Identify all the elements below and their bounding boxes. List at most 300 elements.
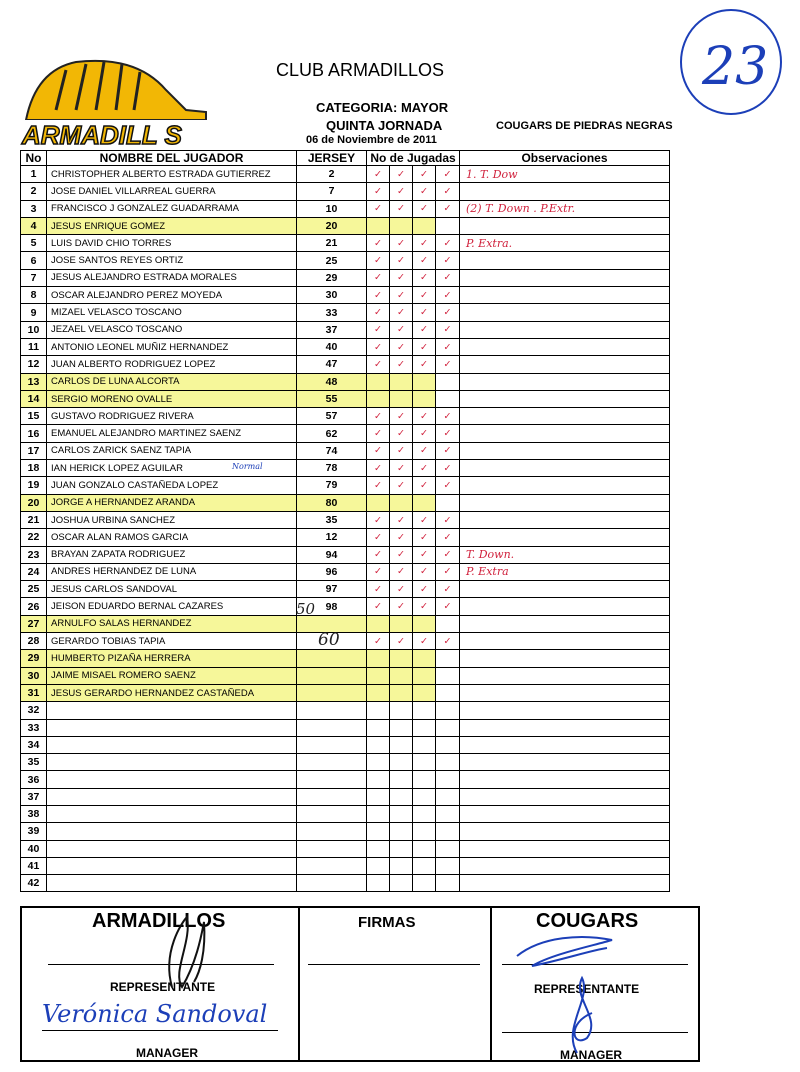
player-name: ANTONIO LEONEL MUÑIZ HERNANDEZ <box>47 338 297 355</box>
player-number: 25 <box>21 581 47 598</box>
play-check-cell: ✓ <box>390 183 413 200</box>
play-check-cell <box>436 217 460 234</box>
jersey-number: 79 <box>297 477 367 494</box>
play-check-cell <box>367 615 390 632</box>
play-check-cell <box>436 702 460 719</box>
header-name: NOMBRE DEL JUGADOR <box>47 151 297 166</box>
play-check-cell: ✓ <box>390 511 413 528</box>
player-number: 23 <box>21 546 47 563</box>
table-row <box>21 166 670 183</box>
jersey-number: 78 <box>297 460 367 477</box>
observation-cell <box>460 805 670 822</box>
armadillos-signature-column <box>22 908 300 1060</box>
play-check-cell: ✓ <box>436 166 460 183</box>
observation-cell <box>460 460 670 477</box>
play-check-cell <box>390 736 413 753</box>
observation-cell <box>460 269 670 286</box>
jersey-number: 40 <box>297 338 367 355</box>
jersey-number: 48 <box>297 373 367 390</box>
player-name: JORGE A HERNANDEZ ARANDA <box>47 494 297 511</box>
play-check-cell: ✓ <box>367 200 390 217</box>
play-check-cell <box>436 650 460 667</box>
play-check-cell: ✓ <box>413 442 436 459</box>
play-check-cell: ✓ <box>436 477 460 494</box>
observation-cell <box>460 598 670 615</box>
play-check-cell: ✓ <box>367 183 390 200</box>
player-number: 14 <box>21 390 47 407</box>
observation-cell <box>460 252 670 269</box>
jersey-number <box>297 805 367 822</box>
table-row <box>21 719 670 736</box>
player-number: 2 <box>21 183 47 200</box>
player-name: ANDRES HERNANDEZ DE LUNA <box>47 563 297 580</box>
table-row <box>21 633 670 650</box>
play-check-cell <box>390 875 413 892</box>
play-check-cell <box>390 494 413 511</box>
observation-cell: P. Extra. <box>460 235 670 252</box>
table-row <box>21 563 670 580</box>
observation-cell <box>460 477 670 494</box>
play-check-cell: ✓ <box>413 287 436 304</box>
play-check-cell <box>390 840 413 857</box>
play-check-cell <box>413 719 436 736</box>
table-row <box>21 754 670 771</box>
jersey-number: 29 <box>297 269 367 286</box>
jersey-number: 7 <box>297 183 367 200</box>
jersey-number: 2 <box>297 166 367 183</box>
play-check-cell <box>367 494 390 511</box>
player-number: 36 <box>21 771 47 788</box>
player-name: JOSHUA URBINA SANCHEZ <box>47 511 297 528</box>
play-check-cell: ✓ <box>367 287 390 304</box>
play-check-cell <box>367 667 390 684</box>
play-check-cell <box>413 754 436 771</box>
observation-cell <box>460 754 670 771</box>
player-number: 12 <box>21 356 47 373</box>
jersey-number <box>297 667 367 684</box>
play-check-cell <box>413 494 436 511</box>
player-number: 35 <box>21 754 47 771</box>
player-number: 4 <box>21 217 47 234</box>
observation-cell: P. Extra <box>460 563 670 580</box>
table-row <box>21 857 670 874</box>
play-check-cell <box>413 373 436 390</box>
play-check-cell <box>390 754 413 771</box>
play-check-cell <box>436 857 460 874</box>
table-row <box>21 511 670 528</box>
player-name: JEZAEL VELASCO TOSCANO <box>47 321 297 338</box>
play-check-cell: ✓ <box>413 200 436 217</box>
play-check-cell <box>436 390 460 407</box>
player-number: 21 <box>21 511 47 528</box>
play-check-cell <box>436 788 460 805</box>
play-check-cell <box>413 684 436 701</box>
play-check-cell <box>367 684 390 701</box>
play-check-cell: ✓ <box>436 304 460 321</box>
play-check-cell: ✓ <box>390 304 413 321</box>
player-name: GUSTAVO RODRIGUEZ RIVERA <box>47 408 297 425</box>
player-name: JESUS CARLOS SANDOVAL <box>47 581 297 598</box>
player-name <box>47 805 297 822</box>
player-number: 26 <box>21 598 47 615</box>
jersey-number: 37 <box>297 321 367 338</box>
player-name: SERGIO MORENO OVALLE <box>47 390 297 407</box>
table-row <box>21 477 670 494</box>
observation-cell <box>460 321 670 338</box>
play-check-cell: ✓ <box>436 633 460 650</box>
player-number: 7 <box>21 269 47 286</box>
player-number: 16 <box>21 425 47 442</box>
handwritten-page-number <box>676 6 786 118</box>
table-row <box>21 788 670 805</box>
table-header-row <box>21 151 670 166</box>
play-check-cell <box>390 217 413 234</box>
play-check-cell: ✓ <box>413 581 436 598</box>
play-check-cell <box>413 217 436 234</box>
play-check-cell <box>413 702 436 719</box>
play-check-cell: ✓ <box>436 252 460 269</box>
table-row <box>21 217 670 234</box>
jersey-number: 30 <box>297 287 367 304</box>
play-check-cell: ✓ <box>436 581 460 598</box>
play-check-cell <box>436 684 460 701</box>
play-check-cell <box>413 788 436 805</box>
jersey-number: 25 <box>297 252 367 269</box>
jersey-number <box>297 840 367 857</box>
play-check-cell: ✓ <box>390 166 413 183</box>
player-name: JUAN ALBERTO RODRIGUEZ LOPEZ <box>47 356 297 373</box>
manager-handwritten-name: Verónica Sandoval <box>42 1000 268 1028</box>
play-check-cell <box>367 373 390 390</box>
jersey-number: 20 <box>297 217 367 234</box>
player-name: JUAN GONZALO CASTAÑEDA LOPEZ <box>47 477 297 494</box>
play-check-cell <box>367 736 390 753</box>
play-check-cell: ✓ <box>436 563 460 580</box>
jersey-number: 10 <box>297 200 367 217</box>
play-check-cell: ✓ <box>413 183 436 200</box>
play-check-cell: ✓ <box>413 304 436 321</box>
table-row <box>21 252 670 269</box>
play-check-cell <box>436 719 460 736</box>
play-check-cell: ✓ <box>390 408 413 425</box>
observation-cell <box>460 857 670 874</box>
player-number: 42 <box>21 875 47 892</box>
observation-cell <box>460 875 670 892</box>
play-check-cell <box>436 736 460 753</box>
play-check-cell: ✓ <box>390 425 413 442</box>
observation-cell <box>460 736 670 753</box>
player-number: 10 <box>21 321 47 338</box>
observation-cell <box>460 356 670 373</box>
play-check-cell: ✓ <box>367 460 390 477</box>
play-check-cell: ✓ <box>436 529 460 546</box>
jersey-number: 97 <box>297 581 367 598</box>
player-name: JESUS ALEJANDRO ESTRADA MORALES <box>47 269 297 286</box>
play-check-cell: ✓ <box>413 529 436 546</box>
play-check-cell <box>436 373 460 390</box>
play-check-cell <box>413 805 436 822</box>
table-row <box>21 771 670 788</box>
table-row <box>21 684 670 701</box>
player-name: JESUS ENRIQUE GOMEZ <box>47 217 297 234</box>
observation-cell <box>460 684 670 701</box>
play-check-cell: ✓ <box>436 598 460 615</box>
play-check-cell: ✓ <box>436 408 460 425</box>
observation-cell: 1. T. Dow <box>460 166 670 183</box>
play-check-cell: ✓ <box>436 287 460 304</box>
armadillos-manager-label: MANAGER <box>136 1046 198 1060</box>
play-check-cell: ✓ <box>413 269 436 286</box>
player-number: 11 <box>21 338 47 355</box>
player-name <box>47 702 297 719</box>
table-row <box>21 667 670 684</box>
jersey-number: 94 <box>297 546 367 563</box>
table-row <box>21 460 670 477</box>
play-check-cell: ✓ <box>413 356 436 373</box>
play-check-cell: ✓ <box>390 581 413 598</box>
player-number: 3 <box>21 200 47 217</box>
player-name: EMANUEL ALEJANDRO MARTINEZ SAENZ <box>47 425 297 442</box>
svg-text:23: 23 <box>702 37 769 97</box>
observation-cell <box>460 217 670 234</box>
player-number: 38 <box>21 805 47 822</box>
play-check-cell <box>367 771 390 788</box>
jersey-number <box>297 754 367 771</box>
player-name <box>47 736 297 753</box>
play-check-cell: ✓ <box>390 633 413 650</box>
jersey-number: 47 <box>297 356 367 373</box>
play-check-cell: ✓ <box>390 338 413 355</box>
player-name <box>47 771 297 788</box>
play-check-cell <box>390 771 413 788</box>
jersey-number <box>297 736 367 753</box>
player-name: ARNULFO SALAS HERNANDEZ <box>47 615 297 632</box>
firmas-column <box>298 908 490 1060</box>
play-check-cell: ✓ <box>436 546 460 563</box>
play-check-cell: ✓ <box>436 356 460 373</box>
player-name: FRANCISCO J GONZALEZ GUADARRAMA <box>47 200 297 217</box>
table-row <box>21 235 670 252</box>
play-check-cell: ✓ <box>390 200 413 217</box>
player-number: 30 <box>21 667 47 684</box>
table-row <box>21 200 670 217</box>
play-check-cell: ✓ <box>367 633 390 650</box>
play-check-cell: ✓ <box>367 563 390 580</box>
play-check-cell: ✓ <box>390 252 413 269</box>
play-check-cell <box>413 615 436 632</box>
player-name <box>47 754 297 771</box>
player-name: BRAYAN ZAPATA RODRIGUEZ <box>47 546 297 563</box>
play-check-cell: ✓ <box>390 235 413 252</box>
play-check-cell <box>390 788 413 805</box>
table-row <box>21 529 670 546</box>
play-check-cell <box>436 494 460 511</box>
jersey-number: 21 <box>297 235 367 252</box>
play-check-cell: ✓ <box>390 269 413 286</box>
player-name: CHRISTOPHER ALBERTO ESTRADA GUTIERREZ <box>47 166 297 183</box>
player-name: JOSE SANTOS REYES ORTIZ <box>47 252 297 269</box>
play-check-cell: ✓ <box>413 338 436 355</box>
play-check-cell <box>367 875 390 892</box>
jersey-number: 33 <box>297 304 367 321</box>
play-check-cell <box>436 875 460 892</box>
play-check-cell: ✓ <box>413 598 436 615</box>
jersey-number <box>297 702 367 719</box>
observation-cell <box>460 287 670 304</box>
play-check-cell <box>390 719 413 736</box>
table-row <box>21 287 670 304</box>
armadillos-team-label: ARMADILLOS <box>92 910 226 932</box>
jersey-number <box>297 788 367 805</box>
observation-cell <box>460 390 670 407</box>
player-number: 20 <box>21 494 47 511</box>
player-number: 18 <box>21 460 47 477</box>
player-name <box>47 875 297 892</box>
header-no: No <box>21 151 47 166</box>
jersey-number: 74 <box>297 442 367 459</box>
play-check-cell: ✓ <box>436 460 460 477</box>
table-row <box>21 425 670 442</box>
observation-cell <box>460 442 670 459</box>
play-check-cell: ✓ <box>367 338 390 355</box>
player-number: 41 <box>21 857 47 874</box>
play-check-cell: ✓ <box>390 563 413 580</box>
observation-cell <box>460 702 670 719</box>
player-number: 37 <box>21 788 47 805</box>
table-row <box>21 338 670 355</box>
play-check-cell <box>367 217 390 234</box>
date-label: 06 de Noviembre de 2011 <box>306 134 437 146</box>
jersey-number <box>297 857 367 874</box>
play-check-cell: ✓ <box>390 321 413 338</box>
play-check-cell: ✓ <box>390 442 413 459</box>
observation-cell <box>460 650 670 667</box>
table-row <box>21 875 670 892</box>
armadillos-representative-label: REPRESENTANTE <box>110 980 216 994</box>
observation-cell: (2) T. Down . P.Extr. <box>460 200 670 217</box>
observation-cell <box>460 581 670 598</box>
play-check-cell <box>367 754 390 771</box>
play-check-cell <box>413 875 436 892</box>
player-number: 32 <box>21 702 47 719</box>
play-check-cell <box>413 390 436 407</box>
play-check-cell <box>413 840 436 857</box>
table-row <box>21 304 670 321</box>
play-check-cell <box>413 823 436 840</box>
observation-cell <box>460 183 670 200</box>
jersey-number <box>297 719 367 736</box>
play-check-cell <box>367 840 390 857</box>
play-check-cell: ✓ <box>436 269 460 286</box>
play-check-cell: ✓ <box>367 356 390 373</box>
player-name: JAIME MISAEL ROMERO SAENZ <box>47 667 297 684</box>
play-check-cell: ✓ <box>367 235 390 252</box>
play-check-cell: ✓ <box>436 511 460 528</box>
player-name: JOSE DANIEL VILLARREAL GUERRA <box>47 183 297 200</box>
header-plays: No de Jugadas <box>367 151 460 166</box>
play-check-cell <box>436 667 460 684</box>
observation-cell <box>460 840 670 857</box>
play-check-cell <box>390 667 413 684</box>
play-check-cell: ✓ <box>413 321 436 338</box>
play-check-cell: ✓ <box>390 356 413 373</box>
observation-cell <box>460 719 670 736</box>
armadillos-rep-signature <box>142 912 222 992</box>
player-name <box>47 823 297 840</box>
player-number: 6 <box>21 252 47 269</box>
jersey-number <box>297 650 367 667</box>
play-check-cell: ✓ <box>367 546 390 563</box>
jersey-number: 35 <box>297 511 367 528</box>
observation-cell <box>460 373 670 390</box>
signature-block <box>20 906 700 1062</box>
jersey-number <box>297 684 367 701</box>
jersey-number <box>297 633 367 650</box>
player-number: 8 <box>21 287 47 304</box>
jersey-number: 96 <box>297 563 367 580</box>
player-name: CARLOS ZARICK SAENZ TAPIA <box>47 442 297 459</box>
play-check-cell: ✓ <box>413 511 436 528</box>
play-check-cell <box>390 857 413 874</box>
table-row <box>21 356 670 373</box>
firmas-label: FIRMAS <box>358 914 416 931</box>
header-jersey: JERSEY <box>297 151 367 166</box>
play-check-cell: ✓ <box>367 408 390 425</box>
observation-cell <box>460 408 670 425</box>
play-check-cell: ✓ <box>390 598 413 615</box>
jersey-number <box>297 823 367 840</box>
play-check-cell <box>436 840 460 857</box>
play-check-cell <box>436 771 460 788</box>
cougars-representative-label: REPRESENTANTE <box>534 982 640 996</box>
play-check-cell: ✓ <box>367 252 390 269</box>
play-check-cell: ✓ <box>390 460 413 477</box>
play-check-cell <box>390 390 413 407</box>
play-check-cell: ✓ <box>436 183 460 200</box>
play-check-cell: ✓ <box>367 304 390 321</box>
play-check-cell: ✓ <box>390 529 413 546</box>
player-number: 17 <box>21 442 47 459</box>
play-check-cell <box>367 702 390 719</box>
play-check-cell <box>367 823 390 840</box>
play-check-cell: ✓ <box>367 477 390 494</box>
player-number: 29 <box>21 650 47 667</box>
player-number: 33 <box>21 719 47 736</box>
play-check-cell: ✓ <box>436 235 460 252</box>
jersey-26-note: 50 <box>296 600 316 618</box>
table-row <box>21 581 670 598</box>
player-name: OSCAR ALAN RAMOS GARCIA <box>47 529 297 546</box>
play-check-cell: ✓ <box>367 529 390 546</box>
play-check-cell: ✓ <box>413 166 436 183</box>
logo-text: ARMADILL S <box>22 120 182 150</box>
play-check-cell <box>390 650 413 667</box>
armadillos-logo <box>16 50 216 150</box>
play-check-cell: ✓ <box>367 425 390 442</box>
player-number: 34 <box>21 736 47 753</box>
table-row <box>21 736 670 753</box>
club-title: CLUB ARMADILLOS <box>276 60 445 80</box>
player-number: 31 <box>21 684 47 701</box>
play-check-cell <box>436 823 460 840</box>
player-name: MIZAEL VELASCO TOSCANO <box>47 304 297 321</box>
play-check-cell: ✓ <box>413 633 436 650</box>
play-check-cell: ✓ <box>413 477 436 494</box>
table-row <box>21 615 670 632</box>
observation-cell <box>460 771 670 788</box>
play-check-cell <box>413 771 436 788</box>
play-check-cell: ✓ <box>436 425 460 442</box>
